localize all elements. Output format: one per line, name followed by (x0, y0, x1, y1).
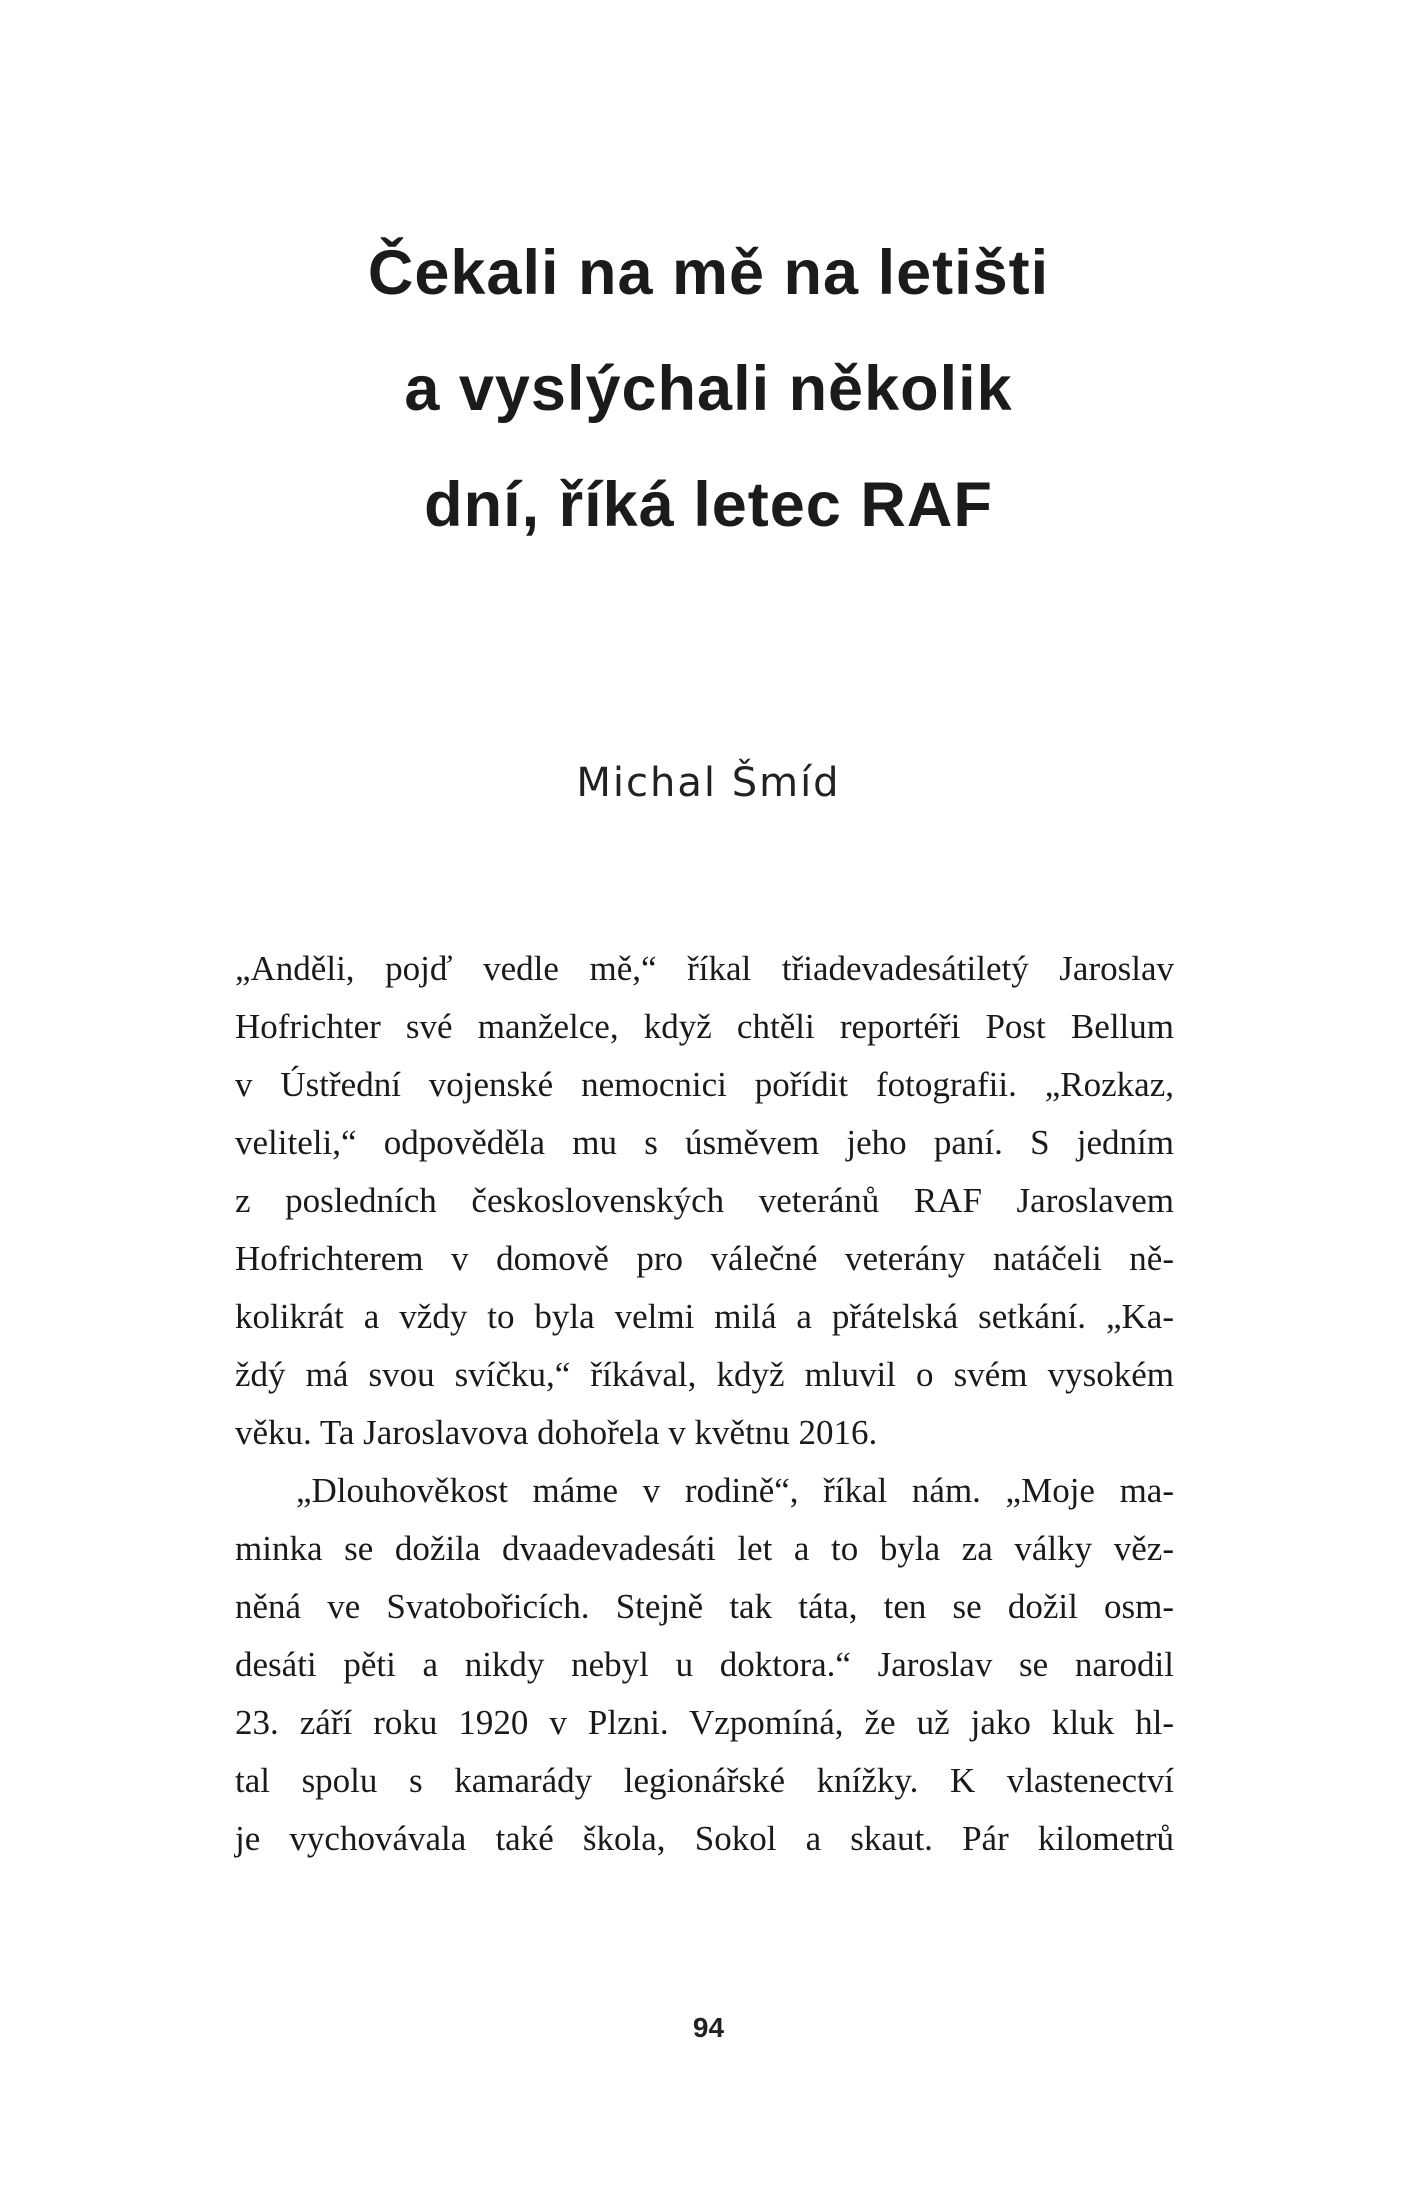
body-text (235, 940, 1174, 1868)
text-line: Hofrichterem v domově pro válečné veterány natáčeli ně- (235, 1239, 1174, 1278)
title-line: dní, říká letec RAF (424, 470, 993, 540)
text-line: minka se dožila dvaadevadesáti let a to byla za války věz- (235, 1529, 1174, 1568)
text-line: „Anděli, pojď vedle mě,“ říkal třiadevadesátiletý Jaroslav (235, 949, 1174, 988)
text-line: „Dlouhověkost máme v rodině“, říkal nám. „Moje ma- (296, 1471, 1174, 1510)
text-line: něná ve Svatobořicích. Stejně tak táta, ten se dožil osm- (235, 1587, 1174, 1626)
text-line: v Ústřední vojenské nemocnici pořídit fotografii. „Rozkaz, (235, 1065, 1174, 1104)
text-line: věku. Ta Jaroslavova dohořela v květnu 2016. (235, 1413, 878, 1452)
text-line: veliteli,“ odpověděla mu s úsměvem jeho paní. S jedním (235, 1123, 1174, 1162)
text-line: tal spolu s kamarády legionářské knížky. K vlastenectví (235, 1761, 1174, 1800)
text-line: kolikrát a vždy to byla velmi milá a přátelská setkání. „Ka- (235, 1297, 1174, 1336)
title-line: Čekali na mě na letišti (367, 238, 1050, 308)
text-line: z posledních československých veteránů RAF Jaroslavem (235, 1181, 1174, 1220)
text-line: 23. září roku 1920 v Plzni. Vzpomíná, že už jako kluk hl- (235, 1703, 1174, 1742)
text-line: desáti pěti a nikdy nebyl u doktora.“ Jaroslav se narodil (235, 1645, 1174, 1684)
text-line: je vychovávala také škola, Sokol a skaut. Pár kilometrů (235, 1819, 1174, 1858)
text-line: Hofrichter své manželce, když chtěli reportéři Post Bellum (235, 1007, 1174, 1046)
chapter-title (0, 215, 1417, 563)
title-line: a vyslýchali několik (404, 354, 1013, 424)
page-number: 94 (692, 2012, 725, 2043)
author-name: Michal Šmíd (576, 760, 841, 806)
text-line: ždý má svou svíčku,“ říkával, když mluvil o svém vysokém (235, 1355, 1174, 1394)
